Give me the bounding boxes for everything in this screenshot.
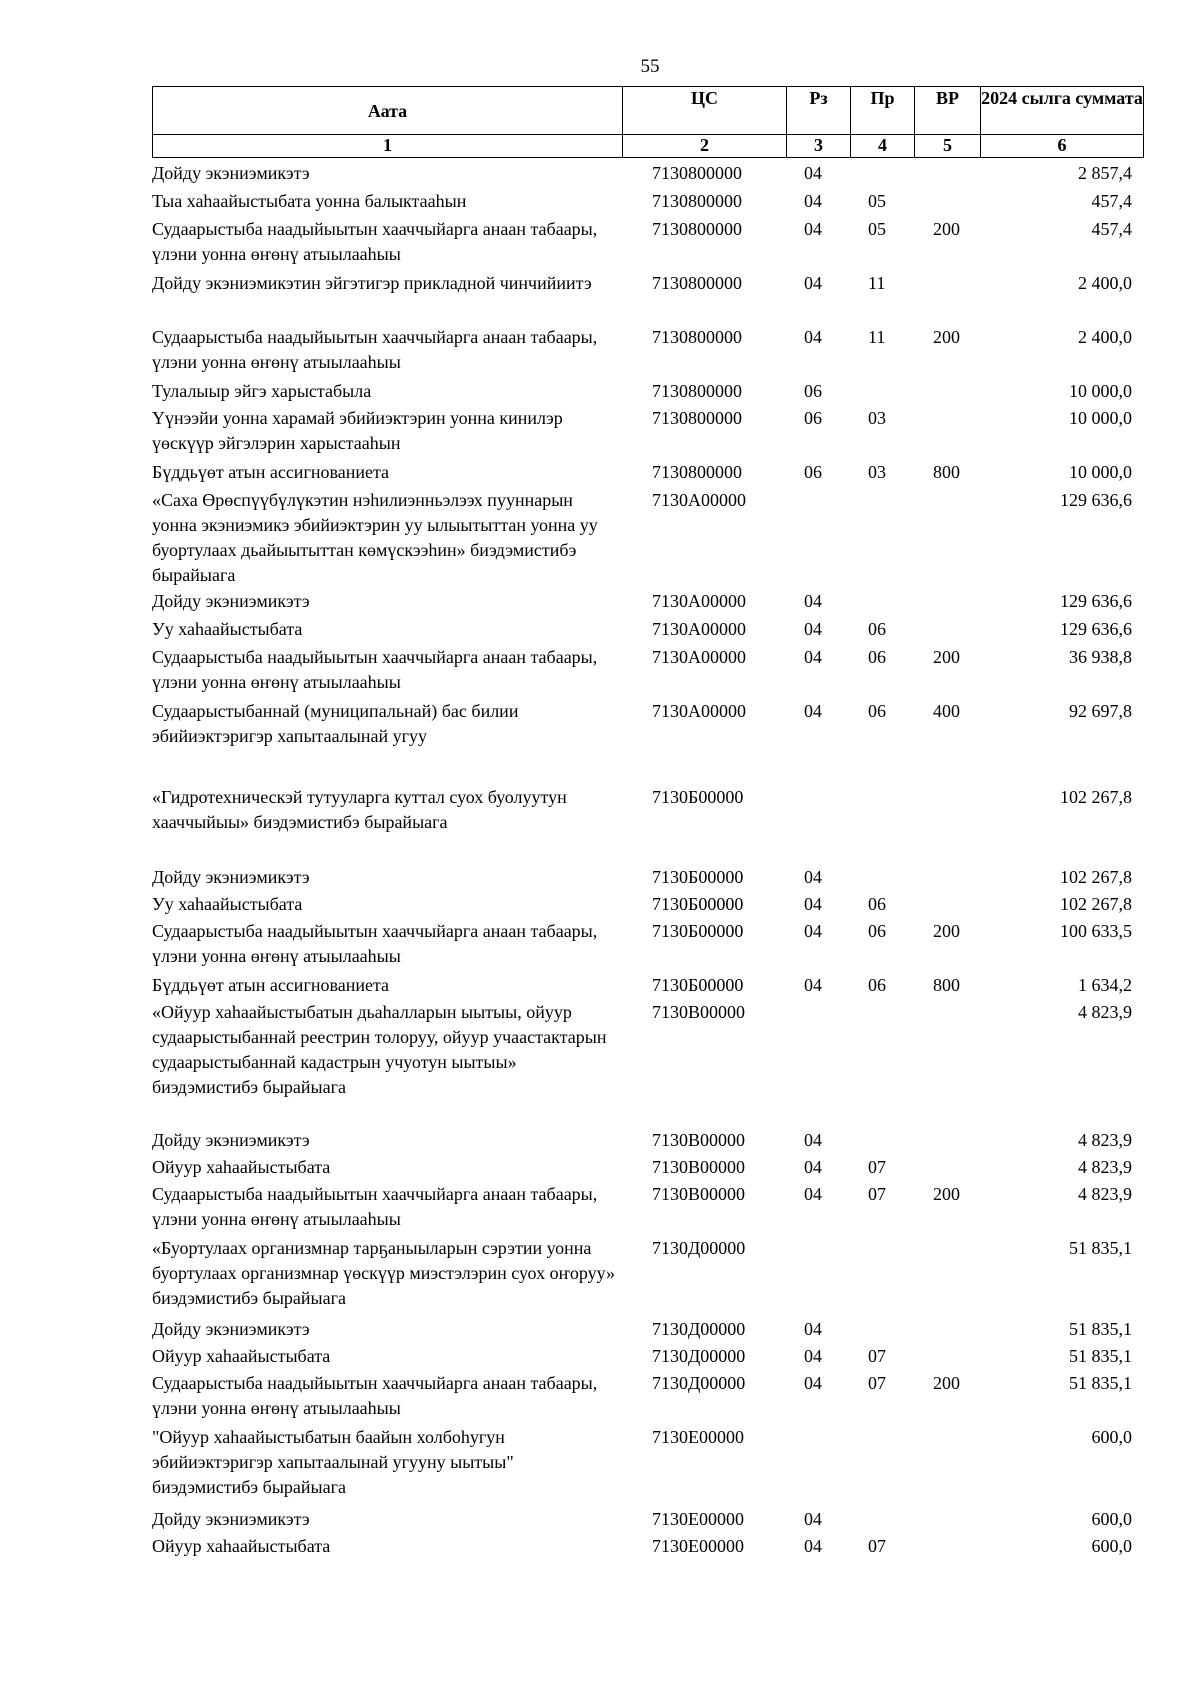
header-rz: Рз <box>787 87 851 135</box>
row-cs: 7130800000 <box>652 191 742 211</box>
row-cs: 7130800000 <box>652 327 742 347</box>
row-name: Ойуур хаһаайыстыбата <box>152 1157 331 1177</box>
row-sum: 600,0 <box>1091 1427 1132 1447</box>
row-rz: 04 <box>804 1130 822 1150</box>
row-vr: 200 <box>933 1373 960 1393</box>
row-cs: 7130А00000 <box>652 490 746 510</box>
row-vr: 200 <box>933 647 960 667</box>
row-pr: 03 <box>868 408 886 428</box>
row-cs: 7130Б00000 <box>652 894 744 914</box>
row-rz: 04 <box>804 1536 822 1556</box>
row-pr: 06 <box>868 921 886 941</box>
row-name: «Гидротехническэй тутууларга куттал суох буолуутун хааччыйыы» биэдэмистибэ бырайыага <box>152 787 567 832</box>
row-name: Тыа хаһаайыстыбата уонна балыктааһын <box>152 191 467 211</box>
page-number: 55 <box>640 56 660 77</box>
row-cs: 7130800000 <box>652 462 742 482</box>
row-sum: 600,0 <box>1091 1509 1132 1529</box>
row-rz: 04 <box>804 894 822 914</box>
row-cs: 7130Б00000 <box>652 787 744 807</box>
row-rz: 04 <box>804 867 822 887</box>
row-cs: 7130А00000 <box>652 701 746 721</box>
column-number: 3 <box>787 135 851 158</box>
row-cs: 7130800000 <box>652 273 742 293</box>
row-sum: 51 835,1 <box>1069 1238 1132 1258</box>
row-cs: 7130В00000 <box>652 1184 746 1204</box>
row-pr: 07 <box>868 1346 886 1366</box>
row-rz: 04 <box>804 591 822 611</box>
row-sum: 129 636,6 <box>1060 591 1132 611</box>
row-vr: 200 <box>933 219 960 239</box>
row-pr: 06 <box>868 619 886 639</box>
row-sum: 51 835,1 <box>1069 1346 1132 1366</box>
column-number: 6 <box>981 135 1144 158</box>
column-number: 5 <box>915 135 981 158</box>
row-sum: 2 857,4 <box>1078 163 1132 183</box>
row-name: Дойду экэниэмикэтэ <box>152 1509 310 1529</box>
row-vr: 200 <box>933 327 960 347</box>
row-pr: 06 <box>868 894 886 914</box>
row-cs: 7130800000 <box>652 163 742 183</box>
row-pr: 07 <box>868 1157 886 1177</box>
row-pr: 03 <box>868 462 886 482</box>
row-vr: 200 <box>933 1184 960 1204</box>
row-name: Бүддьүөт атын ассигнованиета <box>152 462 390 482</box>
row-name: Уу хаһаайыстыбата <box>152 894 303 914</box>
row-vr: 800 <box>933 975 960 995</box>
row-sum: 129 636,6 <box>1060 490 1132 510</box>
row-rz: 04 <box>804 1157 822 1177</box>
row-name: Судаарыстыба наадыйыытын хааччыйарга анаан табаары, үлэни уонна өҥөнү атыылааһыы <box>152 647 598 692</box>
row-sum: 600,0 <box>1091 1536 1132 1556</box>
row-name: Ойуур хаһаайыстыбата <box>152 1536 331 1556</box>
row-rz: 04 <box>804 1184 822 1204</box>
row-name: Дойду экэниэмикэтэ <box>152 1319 310 1339</box>
row-name: Судаарыстыба наадыйыытын хааччыйарга анаан табаары, үлэни уонна өҥөнү атыылааһыы <box>152 1373 598 1418</box>
row-cs: 7130А00000 <box>652 591 746 611</box>
row-name: Үүнээйи уонна харамай эбийиэктэрин уонна кинилэр үөскүүр эйгэлэрин харыстааһын <box>152 408 563 453</box>
row-cs: 7130Д00000 <box>652 1238 746 1258</box>
row-pr: 05 <box>868 191 886 211</box>
row-pr: 07 <box>868 1184 886 1204</box>
row-name: «Ойуур хаһаайыстыбатын дьаһалларын ыытыы, ойуур судаарыстыбаннай реестрин толоруу, ойуур учаастактарын судаарыстыбаннай кадастрын учуотун ыытыы» биэдэмистибэ бырайыага <box>152 1002 607 1097</box>
row-rz: 06 <box>804 381 822 401</box>
header-vr: ВР <box>915 87 981 135</box>
row-name: «Буортулаах организмнар тарҕаныыларын сэрэтии уонна буортулаах организмнар үөскүүр миэстэлэрин суох оҥоруу» биэдэмистибэ бырайыага <box>152 1238 616 1308</box>
row-cs: 7130Е00000 <box>652 1536 744 1556</box>
row-rz: 04 <box>804 921 822 941</box>
row-rz: 04 <box>804 1346 822 1366</box>
row-pr: 06 <box>868 701 886 721</box>
row-vr: 200 <box>933 921 960 941</box>
row-name: Судаарыстыба наадыйыытын хааччыйарга анаан табаары, үлэни уонна өҥөнү атыылааһыы <box>152 921 598 966</box>
column-number: 4 <box>851 135 915 158</box>
row-name: Дойду экэниэмикэтэ <box>152 1130 310 1150</box>
row-cs: 7130Д00000 <box>652 1373 746 1393</box>
row-rz: 04 <box>804 191 822 211</box>
row-pr: 06 <box>868 975 886 995</box>
row-sum: 92 697,8 <box>1069 701 1132 721</box>
row-sum: 10 000,0 <box>1069 462 1132 482</box>
row-rz: 04 <box>804 219 822 239</box>
row-name: Судаарыстыба наадыйыытын хааччыйарга анаан табаары, үлэни уонна өҥөнү атыылааһыы <box>152 327 598 372</box>
row-name: Дойду экэниэмикэтин эйгэтигэр прикладной чинчийиитэ <box>152 273 592 293</box>
row-cs: 7130Е00000 <box>652 1509 744 1529</box>
row-name: Судаарыстыба наадыйыытын хааччыйарга анаан табаары, үлэни уонна өҥөнү атыылааһыы <box>152 1184 598 1229</box>
row-name: «Саха Өрөспүүбүлүкэтин нэһилиэнньэлээх пууннарын уонна экэниэмикэ эбийиэктэрин уу ылыытыттан уонна уу буортулаах дьайыытыттан көмүскээһин» биэдэмистибэ бырайыага <box>152 490 598 585</box>
row-cs: 7130Б00000 <box>652 975 744 995</box>
row-cs: 7130В00000 <box>652 1130 746 1150</box>
row-cs: 7130А00000 <box>652 647 746 667</box>
row-sum: 10 000,0 <box>1069 381 1132 401</box>
row-name: Бүддьүөт атын ассигнованиета <box>152 975 390 995</box>
row-rz: 06 <box>804 462 822 482</box>
row-rz: 04 <box>804 327 822 347</box>
row-pr: 05 <box>868 219 886 239</box>
row-name: Судаарыстыбаннай (муниципальнай) бас билии эбийиэктэригэр хапытаалынай угуу <box>152 701 519 746</box>
column-number: 1 <box>153 135 623 158</box>
row-cs: 7130В00000 <box>652 1002 746 1022</box>
row-cs: 7130Б00000 <box>652 921 744 941</box>
row-cs: 7130А00000 <box>652 619 746 639</box>
row-sum: 102 267,8 <box>1060 894 1132 914</box>
row-sum: 51 835,1 <box>1069 1373 1132 1393</box>
row-sum: 457,4 <box>1091 191 1132 211</box>
row-name: Дойду экэниэмикэтэ <box>152 163 310 183</box>
row-rz: 04 <box>804 647 822 667</box>
row-rz: 06 <box>804 408 822 428</box>
row-sum: 51 835,1 <box>1069 1319 1132 1339</box>
row-sum: 102 267,8 <box>1060 867 1132 887</box>
row-vr: 400 <box>933 701 960 721</box>
row-sum: 100 633,5 <box>1060 921 1132 941</box>
header-sum: 2024 сылга суммата <box>981 87 1144 135</box>
row-name: "Ойуур хаһаайыстыбатын баайын холбоһугун эбийиэктэригэр хапытаалынай угууну ыытыы" биэдэмистибэ бырайыага <box>152 1427 514 1497</box>
row-sum: 129 636,6 <box>1060 619 1132 639</box>
row-sum: 2 400,0 <box>1078 273 1132 293</box>
row-rz: 04 <box>804 1509 822 1529</box>
row-pr: 07 <box>868 1536 886 1556</box>
row-rz: 04 <box>804 701 822 721</box>
column-number: 2 <box>623 135 787 158</box>
row-sum: 457,4 <box>1091 219 1132 239</box>
row-cs: 7130800000 <box>652 219 742 239</box>
row-cs: 7130800000 <box>652 408 742 428</box>
header-name: Аата <box>153 87 623 135</box>
row-sum: 4 823,9 <box>1078 1002 1132 1022</box>
row-cs: 7130Д00000 <box>652 1346 746 1366</box>
row-name: Тулалыыр эйгэ харыстабыла <box>152 381 372 401</box>
row-rz: 04 <box>804 1319 822 1339</box>
row-name: Судаарыстыба наадыйыытын хааччыйарга анаан табаары, үлэни уонна өҥөнү атыылааһыы <box>152 219 598 264</box>
row-rz: 04 <box>804 1373 822 1393</box>
row-cs: 7130Е00000 <box>652 1427 744 1447</box>
row-name: Дойду экэниэмикэтэ <box>152 867 310 887</box>
row-sum: 2 400,0 <box>1078 327 1132 347</box>
row-cs: 7130800000 <box>652 381 742 401</box>
row-pr: 11 <box>868 273 886 293</box>
row-vr: 800 <box>933 462 960 482</box>
row-rz: 04 <box>804 163 822 183</box>
row-pr: 07 <box>868 1373 886 1393</box>
row-rz: 04 <box>804 975 822 995</box>
header-pr: Пр <box>851 87 915 135</box>
row-sum: 4 823,9 <box>1078 1184 1132 1204</box>
row-name: Уу хаһаайыстыбата <box>152 619 303 639</box>
header-cs: ЦС <box>623 87 787 135</box>
row-name: Ойуур хаһаайыстыбата <box>152 1346 331 1366</box>
row-pr: 06 <box>868 647 886 667</box>
row-pr: 11 <box>868 327 886 347</box>
row-sum: 4 823,9 <box>1078 1157 1132 1177</box>
row-sum: 10 000,0 <box>1069 408 1132 428</box>
row-cs: 7130Д00000 <box>652 1319 746 1339</box>
row-cs: 7130В00000 <box>652 1157 746 1177</box>
row-sum: 4 823,9 <box>1078 1130 1132 1150</box>
row-sum: 1 634,2 <box>1078 975 1132 995</box>
row-rz: 04 <box>804 273 822 293</box>
row-name: Дойду экэниэмикэтэ <box>152 591 310 611</box>
row-sum: 36 938,8 <box>1069 647 1132 667</box>
row-rz: 04 <box>804 619 822 639</box>
row-cs: 7130Б00000 <box>652 867 744 887</box>
row-sum: 102 267,8 <box>1060 787 1132 807</box>
